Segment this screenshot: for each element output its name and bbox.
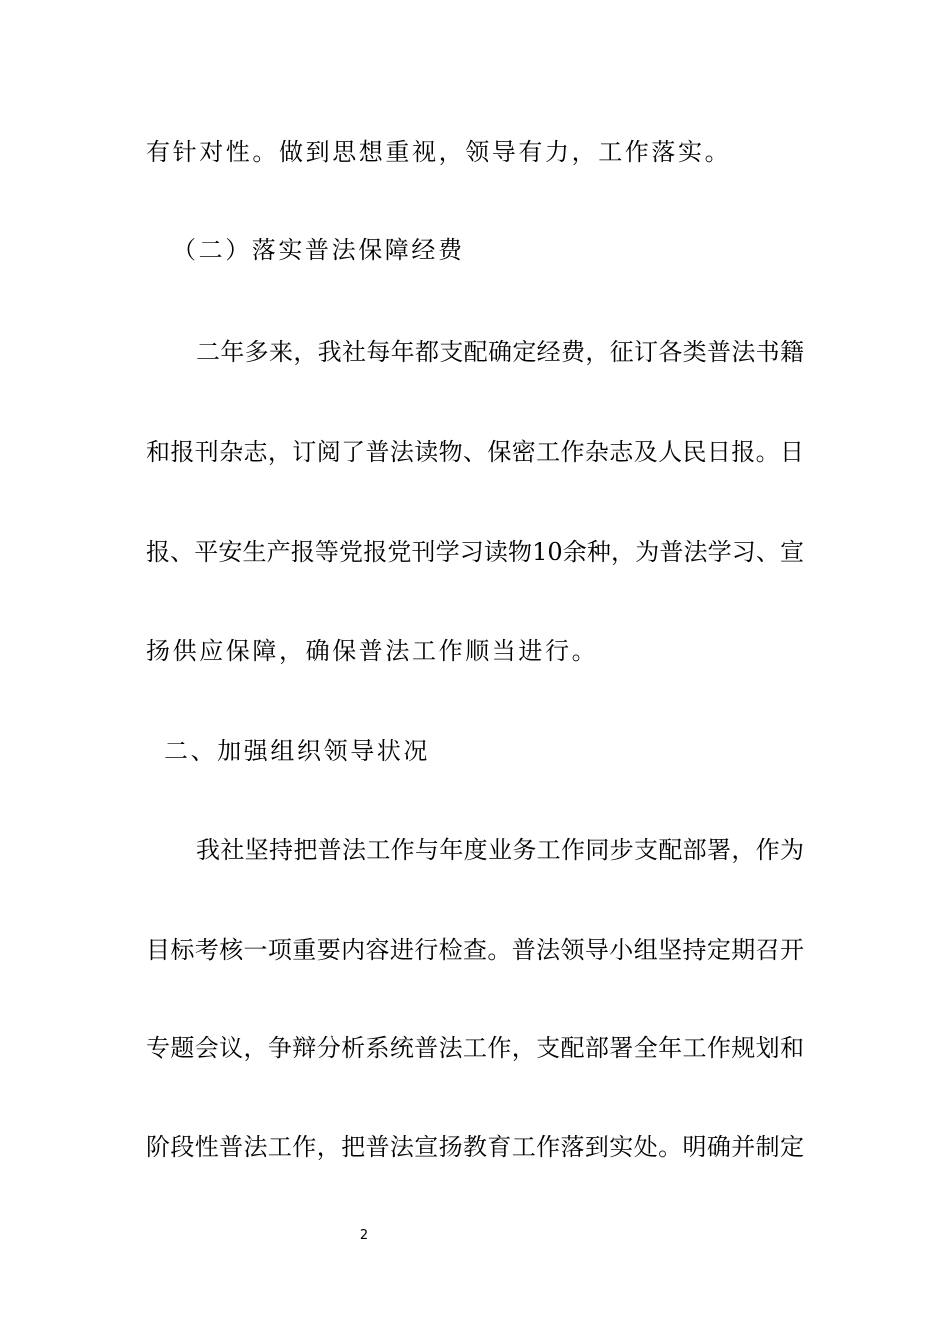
section-heading-leadership: 二、加强组织领导状况 [164, 737, 430, 765]
text-line-10: 专题会议，争辩分析系统普法工作，支配部署全年工作规划和 [146, 1034, 804, 1062]
section-heading-funding: （二）落实普法保障经费 [172, 236, 465, 264]
text-line-3: 二年多来，我社每年都支配确定经费，征订各类普法书籍 [196, 338, 804, 366]
page-number: 2 [359, 1228, 369, 1243]
text-line-8: 我社坚持把普法工作与年度业务工作同步支配部署，作为 [196, 836, 804, 864]
text-line-1: 有针对性。做到思想重视，领导有力，工作落实。 [146, 138, 732, 166]
text-line-4: 和报刊杂志，订阅了普法读物、保密工作杂志及人民日报。日 [146, 438, 804, 466]
text-line-5: 报、平安生产报等党报党刊学习读物10余种，为普法学习、宣 [146, 538, 804, 566]
text-line-9: 目标考核一项重要内容进行检查。普法领导小组坚持定期召开 [146, 936, 804, 964]
text-line-11: 阶段性普法工作，把普法宣扬教育工作落到实处。明确并制定 [146, 1133, 804, 1161]
text-line-6: 扬供应保障，确保普法工作顺当进行。 [146, 637, 599, 665]
